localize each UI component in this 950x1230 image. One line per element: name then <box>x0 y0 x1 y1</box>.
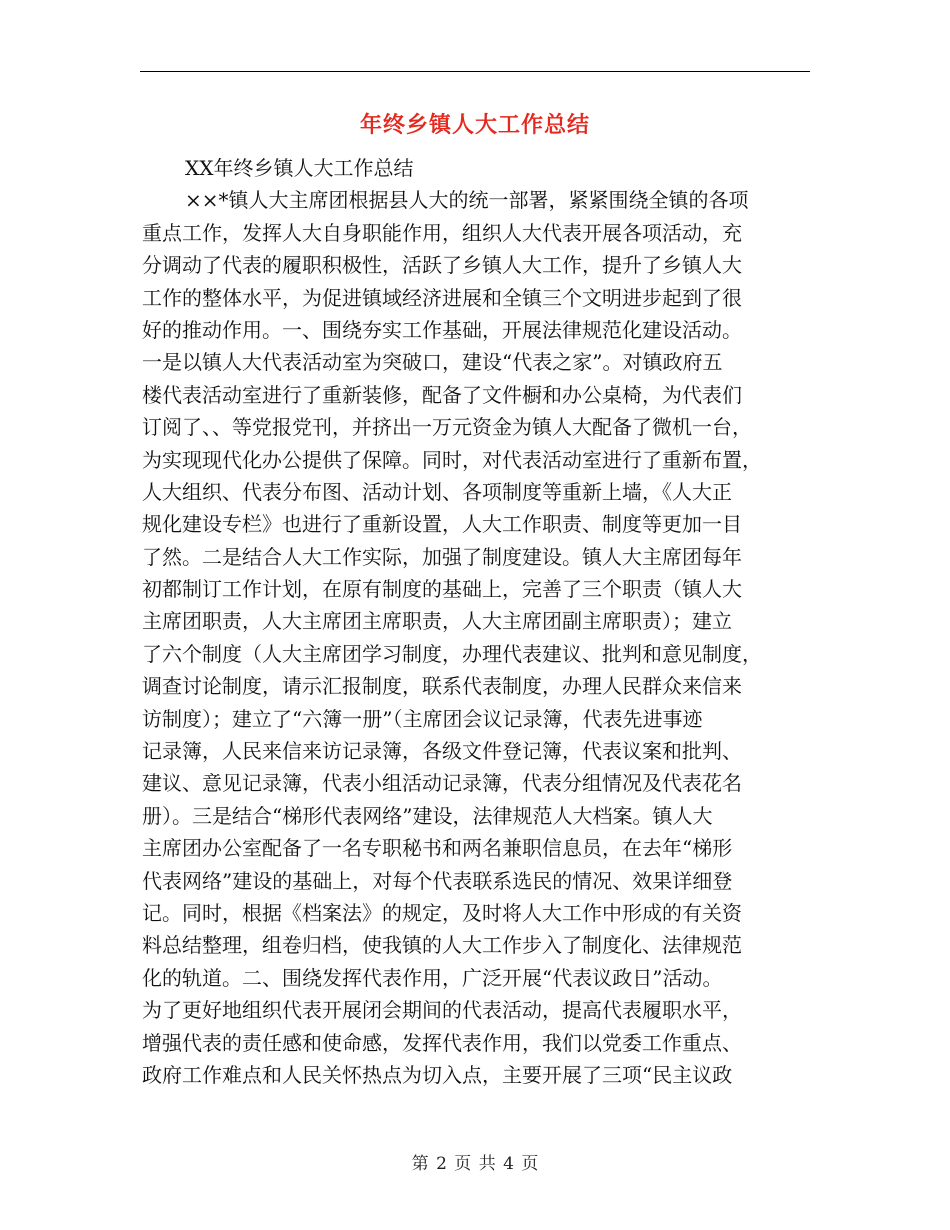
paragraph-line: 工作的整体水平，为促进镇域经济进展和全镇三个文明进步起到了很 <box>142 285 742 310</box>
document-title: 年终乡镇人大工作总结 <box>359 113 590 138</box>
paragraph-line: 为了更好地组织代表开展闭会期间的代表活动，提高代表履职水平， <box>142 998 742 1023</box>
paragraph-line: 主席团办公室配备了一名专职秘书和两名兼职信息员，在去年“梯形 <box>142 836 733 861</box>
paragraph-line: 分调动了代表的履职积极性，活跃了乡镇人大工作，提升了乡镇人大 <box>142 253 742 278</box>
paragraph-line: ××*镇人大主席团根据县人大的统一部署，紧紧围绕全镇的各项 <box>185 188 749 213</box>
document-subtitle: XX年终乡镇人大工作总结 <box>185 156 414 180</box>
paragraph-line: 人大组织、代表分布图、活动计划、各项制度等重新上墙，《人大正 <box>142 479 732 504</box>
paragraph-line: 册）。三是结合“梯形代表网络”建设，法律规范人大档案。镇人大 <box>142 803 713 828</box>
paragraph-line: 楼代表活动室进行了重新装修，配备了文件橱和办公桌椅，为代表们 <box>142 382 742 407</box>
paragraph-line: 订阅了、、等党报党刊，并挤出一万元资金为镇人大配备了微机一台， <box>142 415 752 440</box>
paragraph-line: 料总结整理，组卷归档，使我镇的人大工作步入了制度化、法律规范 <box>142 933 742 958</box>
paragraph-line: 访制度）；建立了“六簿一册”（主席团会议记录簿，代表先进事迹 <box>142 706 703 731</box>
page-number: 第 2 页 共 4 页 <box>411 1154 539 1174</box>
paragraph-line: 化的轨道。二、围绕发挥代表作用，广泛开展“代表议政日”活动。 <box>142 965 723 990</box>
paragraph-line: 记录簿，人民来信来访记录簿，各级文件登记簿，代表议案和批判、 <box>142 739 742 764</box>
paragraph-line: 代表网络”建设的基础上，对每个代表联系选民的情况、效果详细登 <box>142 868 733 893</box>
paragraph-line: 了六个制度（人大主席团学习制度，办理代表建议、批判和意见制度， <box>142 641 762 666</box>
paragraph-line: 增强代表的责任感和使命感，发挥代表作用，我们以党委工作重点、 <box>142 1030 742 1055</box>
paragraph-line: 初都制订工作计划，在原有制度的基础上，完善了三个职责（镇人大 <box>142 577 742 602</box>
paragraph-line: 建议、意见记录簿，代表小组活动记录簿，代表分组情况及代表花名 <box>142 771 742 796</box>
paragraph-line: 记。同时，根据《档案法》的规定，及时将人大工作中形成的有关资 <box>142 900 742 925</box>
paragraph-line: 了然。二是结合人大工作实际，加强了制度建设。镇人大主席团每年 <box>142 544 742 569</box>
paragraph-line: 好的推动作用。一、围绕夯实工作基础，开展法律规范化建设活动。 <box>142 317 742 342</box>
paragraph-line: 规化建设专栏》也进行了重新设置，人大工作职责、制度等更加一目 <box>142 512 742 537</box>
paragraph-line: 重点工作，发挥人大自身职能作用，组织人大代表开展各项活动，充 <box>142 220 742 245</box>
paragraph-line: 主席团职责，人大主席团主席职责，人大主席团副主席职责）；建立 <box>142 609 732 634</box>
paragraph-line: 一是以镇人大代表活动室为突破口，建设“代表之家”。对镇政府五 <box>142 350 723 375</box>
paragraph-line: 为实现现代化办公提供了保障。同时，对代表活动室进行了重新布置， <box>142 447 762 472</box>
paragraph-line: 政府工作难点和人民关怀热点为切入点，主要开展了三项“民主议政 <box>142 1062 733 1087</box>
paragraph-line: 调查讨论制度，请示汇报制度，联系代表制度，办理人民群众来信来 <box>142 674 742 699</box>
header-rule <box>140 71 810 72</box>
document-body <box>142 152 808 1091</box>
